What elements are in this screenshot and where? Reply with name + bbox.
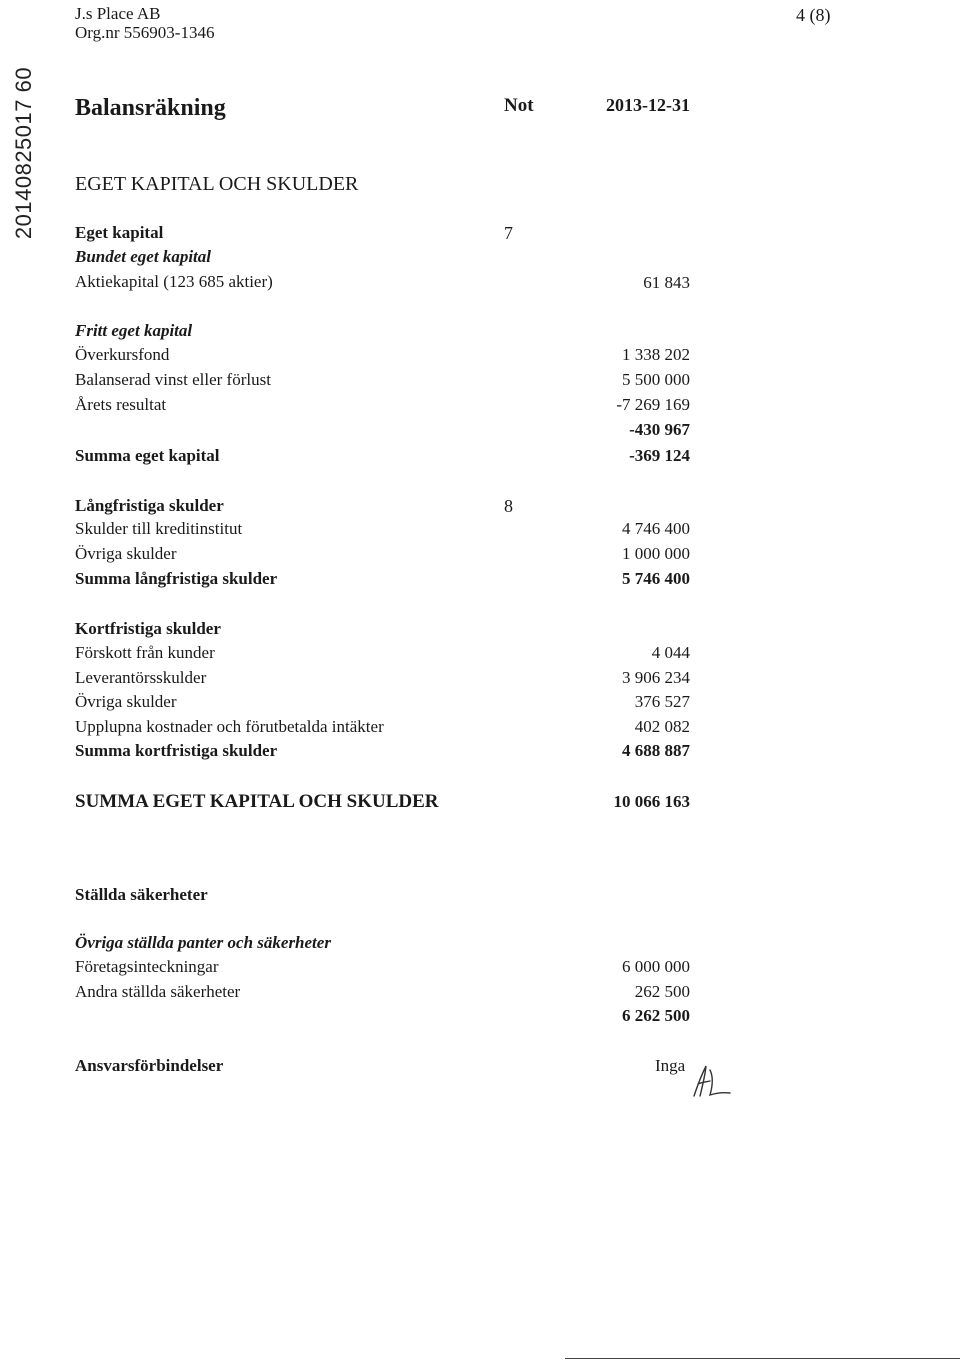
summa-eget-kapital-value: -369 124 <box>629 446 690 465</box>
note-ref-8: 8 <box>504 496 513 516</box>
summa-langfristiga-label: Summa långfristiga skulder <box>75 569 278 588</box>
column-header-date: 2013-12-31 <box>606 95 690 115</box>
foretagsinteckningar-value: 6 000 000 <box>622 957 690 976</box>
summa-langfristiga-value: 5 746 400 <box>622 569 690 588</box>
fritt-eget-kapital-sum: -430 967 <box>629 420 690 439</box>
upplupna-label: Upplupna kostnader och förutbetalda intäkter <box>75 717 384 736</box>
andra-sakerheter-value: 262 500 <box>634 982 690 1001</box>
leverantorsskulder-label: Leverantörsskulder <box>75 668 207 687</box>
forskott-label: Förskott från kunder <box>75 643 215 662</box>
arets-resultat-value: -7 269 169 <box>616 395 690 414</box>
kortfristiga-ovriga-value: 376 527 <box>634 692 690 711</box>
balanserad-label: Balanserad vinst eller förlust <box>75 370 271 389</box>
aktiekapital-value: 61 843 <box>643 273 690 292</box>
section-title: EGET KAPITAL OCH SKULDER <box>75 173 359 195</box>
fritt-eget-kapital-heading: Fritt eget kapital <box>75 321 193 340</box>
stallda-sakerheter-heading: Ställda säkerheter <box>75 885 208 904</box>
balanserad-value: 5 500 000 <box>622 370 690 389</box>
side-document-id: 20140825017 60 <box>11 66 36 240</box>
total-value: 10 066 163 <box>613 792 690 811</box>
foretagsinteckningar-label: Företagsinteckningar <box>75 957 219 976</box>
company-name: J.s Place AB <box>75 4 161 23</box>
ansvarsforbindelser-value: Inga <box>655 1056 686 1075</box>
summa-kortfristiga-label: Summa kortfristiga skulder <box>75 741 278 760</box>
summa-kortfristiga-value: 4 688 887 <box>622 741 690 760</box>
overkursfond-value: 1 338 202 <box>622 345 690 364</box>
sakerheter-sum-value: 6 262 500 <box>622 1006 690 1025</box>
forskott-value: 4 044 <box>651 643 690 662</box>
langfristiga-ovriga-label: Övriga skulder <box>75 544 177 563</box>
kreditinstitut-value: 4 746 400 <box>622 519 690 538</box>
kortfristiga-ovriga-label: Övriga skulder <box>75 692 177 711</box>
signature-initials <box>688 1062 732 1102</box>
langfristiga-heading: Långfristiga skulder <box>75 496 224 515</box>
ovriga-panter-heading: Övriga ställda panter och säkerheter <box>75 933 331 952</box>
leverantorsskulder-value: 3 906 234 <box>622 668 690 687</box>
overkursfond-label: Överkursfond <box>75 345 170 364</box>
eget-kapital-heading: Eget kapital <box>75 223 164 242</box>
kreditinstitut-label: Skulder till kreditinstitut <box>75 519 243 538</box>
langfristiga-ovriga-value: 1 000 000 <box>622 544 690 563</box>
upplupna-value: 402 082 <box>634 717 690 736</box>
bundet-eget-kapital-heading: Bundet eget kapital <box>75 247 211 266</box>
bottom-rule <box>565 1358 960 1359</box>
summa-eget-kapital-label: Summa eget kapital <box>75 446 220 465</box>
andra-sakerheter-label: Andra ställda säkerheter <box>75 982 241 1001</box>
org-number: Org.nr 556903-1346 <box>75 23 215 42</box>
total-label: SUMMA EGET KAPITAL OCH SKULDER <box>75 791 439 812</box>
ansvarsforbindelser-label: Ansvarsförbindelser <box>75 1056 224 1075</box>
page-number: 4 (8) <box>796 5 831 25</box>
arets-resultat-label: Årets resultat <box>75 395 167 414</box>
kortfristiga-heading: Kortfristiga skulder <box>75 619 221 638</box>
note-ref-7: 7 <box>504 223 513 243</box>
page-title: Balansräkning <box>75 95 226 121</box>
aktiekapital-label: Aktiekapital (123 685 aktier) <box>75 272 273 291</box>
column-header-not: Not <box>504 95 534 116</box>
